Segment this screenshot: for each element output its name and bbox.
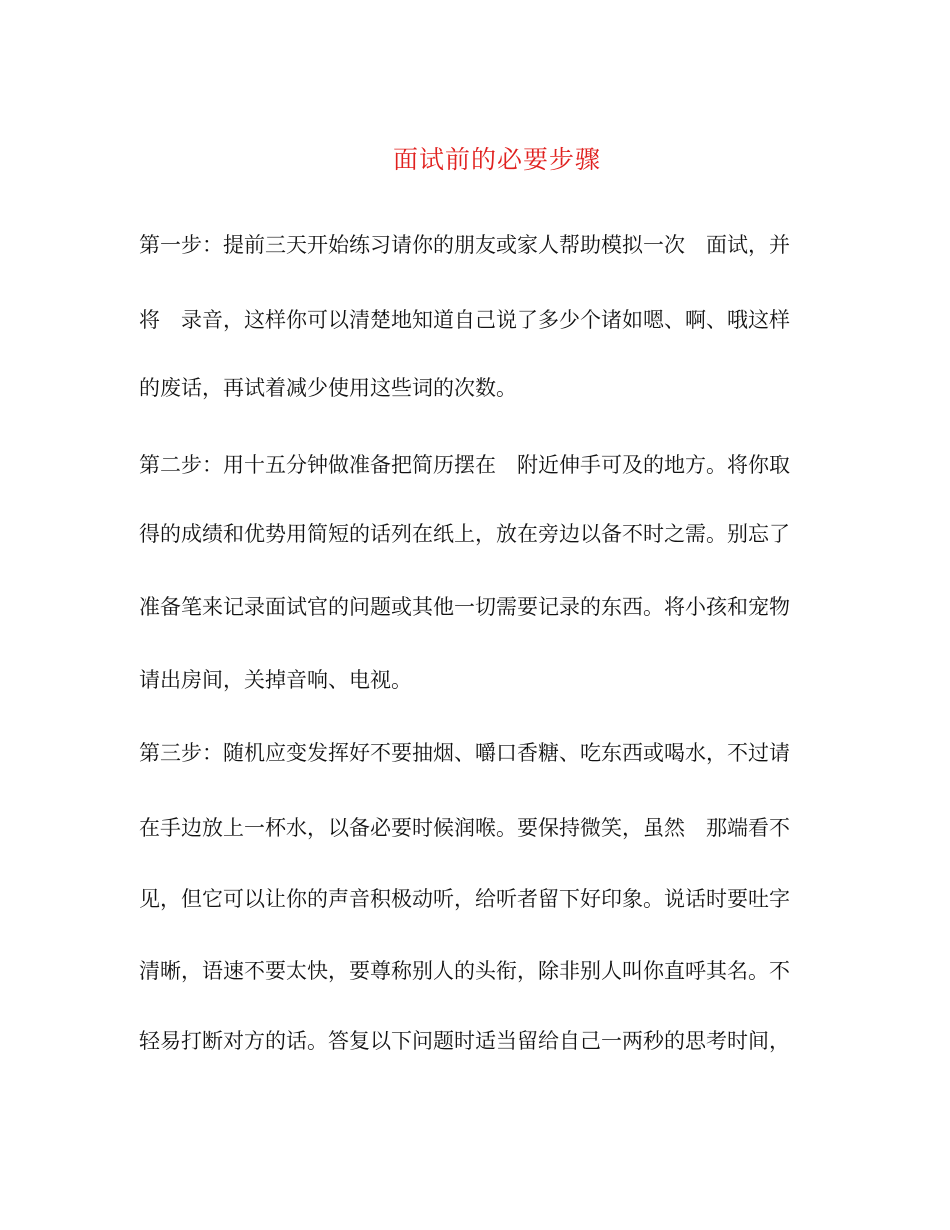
paragraph-line: 第二步：用十五分钟做准备把简历摆在 附近伸手可及的地方。将你取: [139, 453, 790, 477]
paragraph-line: 请出房间，关掉音响、电视。: [139, 668, 412, 692]
paragraph-line: 见，但它可以让你的声音积极动听，给听者留下好印象。说话时要吐字: [139, 887, 790, 911]
paragraph-line: 得的成绩和优势用简短的话列在纸上，放在旁边以备不时之需。别忘了: [139, 522, 790, 546]
paragraph-line: 在手边放上一杯水，以备必要时候润喉。要保持微笑，虽然 那端看不: [139, 816, 790, 840]
paragraph-line: 的废话，再试着减少使用这些词的次数。: [139, 376, 517, 400]
document-title: 面试前的必要步骤: [392, 145, 601, 174]
paragraph-line: 第三步：随机应变发挥好不要抽烟、嚼口香糖、吃东西或喝水，不过请: [139, 741, 790, 765]
paragraph-line: 清晰，语速不要太快，要尊称别人的头衔，除非别人叫你直呼其名。不: [139, 959, 790, 983]
paragraph-line: 第一步：提前三天开始练习请你的朋友或家人帮助模拟一次 面试，并: [139, 233, 790, 257]
paragraph-line: 准备笔来记录面试官的问题或其他一切需要记录的东西。将小孩和宠物: [139, 595, 790, 619]
paragraph-line: 将 录音，这样你可以清楚地知道自己说了多少个诸如嗯、啊、哦这样: [139, 308, 790, 332]
paragraph-line: 轻易打断对方的话。答复以下问题时适当留给自己一两秒的思考时间，: [139, 1029, 790, 1053]
